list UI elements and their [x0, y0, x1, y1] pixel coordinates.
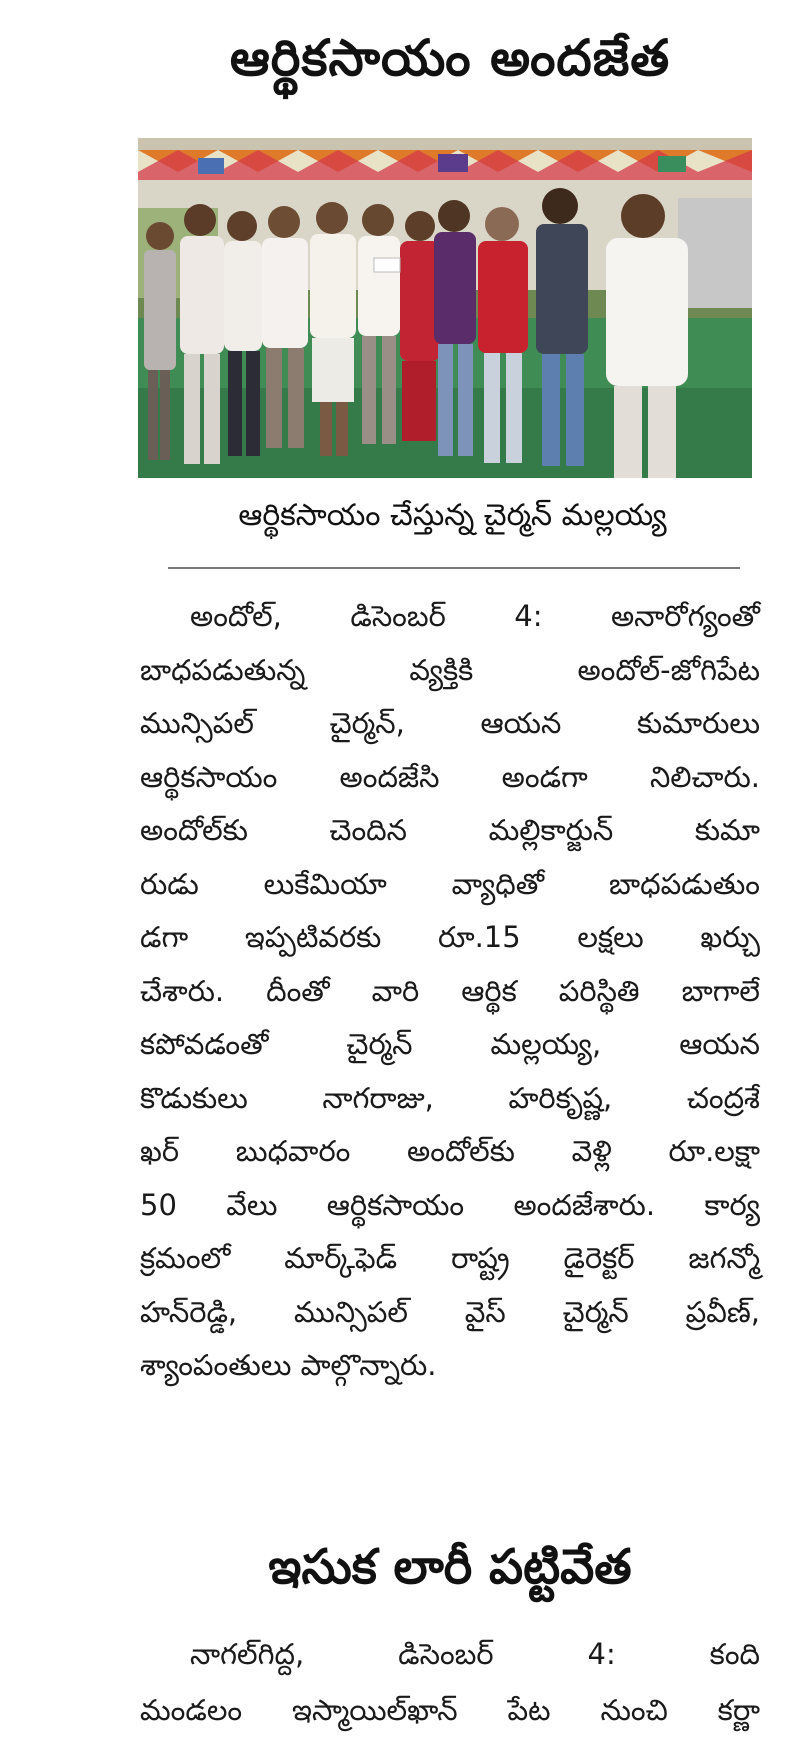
- news-photo: [138, 138, 752, 478]
- caption-divider: [168, 567, 740, 569]
- body-line: డగా ఇప్పటివరకు రూ.15 లక్షలు ఖర్చు: [140, 920, 760, 954]
- body-line: చేశారు. దీంతో వారి ఆర్థిక పరిస్థితి బాగాలే: [140, 973, 760, 1008]
- body-line: క్రమంలో మార్క్‌ఫెడ్ రాష్ట్ర డైరెక్టర్ జగన్మో: [140, 1241, 760, 1275]
- article2-body: [140, 1626, 760, 1738]
- body-line: మున్సిపల్ చైర్మన్, ఆయన కుమారులు: [140, 706, 760, 740]
- body-line: బాధపడుతున్న వ్యక్తికి అందోల్-జోగిపేట: [140, 652, 760, 687]
- body-line: కపోవడంతో చైర్మన్ మల్లయ్య, ఆయన: [140, 1027, 760, 1061]
- body-line: కొడుకులు నాగరాజు, హరికృష్ణ, చంద్రశే: [140, 1080, 760, 1115]
- article2-headline: ఇసుక లారీ పట్టివేత: [268, 1539, 632, 1595]
- body-line: 50 వేలు ఆర్థికసాయం అందజేశారు. కార్య: [140, 1187, 760, 1222]
- body-line: ఆర్థికసాయం అందజేసి అండగా నిలిచారు.: [140, 759, 760, 794]
- body-line: రుడు లుకేమియా వ్యాధితో బాధపడుతుం: [140, 866, 760, 901]
- body-line: అందోల్, డిసెంబర్ 4: అనారోగ్యంతో: [190, 599, 760, 633]
- article-body: [140, 590, 760, 1393]
- body-line: ఖర్ బుధవారం అందోల్‌కు వెళ్లి రూ.లక్షా: [140, 1134, 760, 1168]
- news-photo-graphic: [138, 138, 752, 478]
- article-headline: ఆర్థికసాయం అందజేత: [229, 29, 671, 87]
- body-line: అందోల్‌కు చెందిన మల్లికార్జున్ కుమా: [140, 813, 760, 847]
- body-line: హన్‌రెడ్డి, మున్సిపల్ వైస్ చైర్మన్ ప్రవీణ్,: [140, 1294, 760, 1329]
- body-line: మండలం ఇస్మాయిల్‌ఖాన్ పేట నుంచి కర్ణా: [140, 1693, 760, 1727]
- body-line: శ్యాంపంతులు పాల్గొన్నారు.: [140, 1348, 437, 1382]
- body-line: నాగల్‌గిద్ద, డిసెంబర్ 4: కంది: [190, 1637, 760, 1671]
- photo-caption: ఆర్థికసాయం చేస్తున్న చైర్మన్ మల్లయ్య: [238, 498, 667, 533]
